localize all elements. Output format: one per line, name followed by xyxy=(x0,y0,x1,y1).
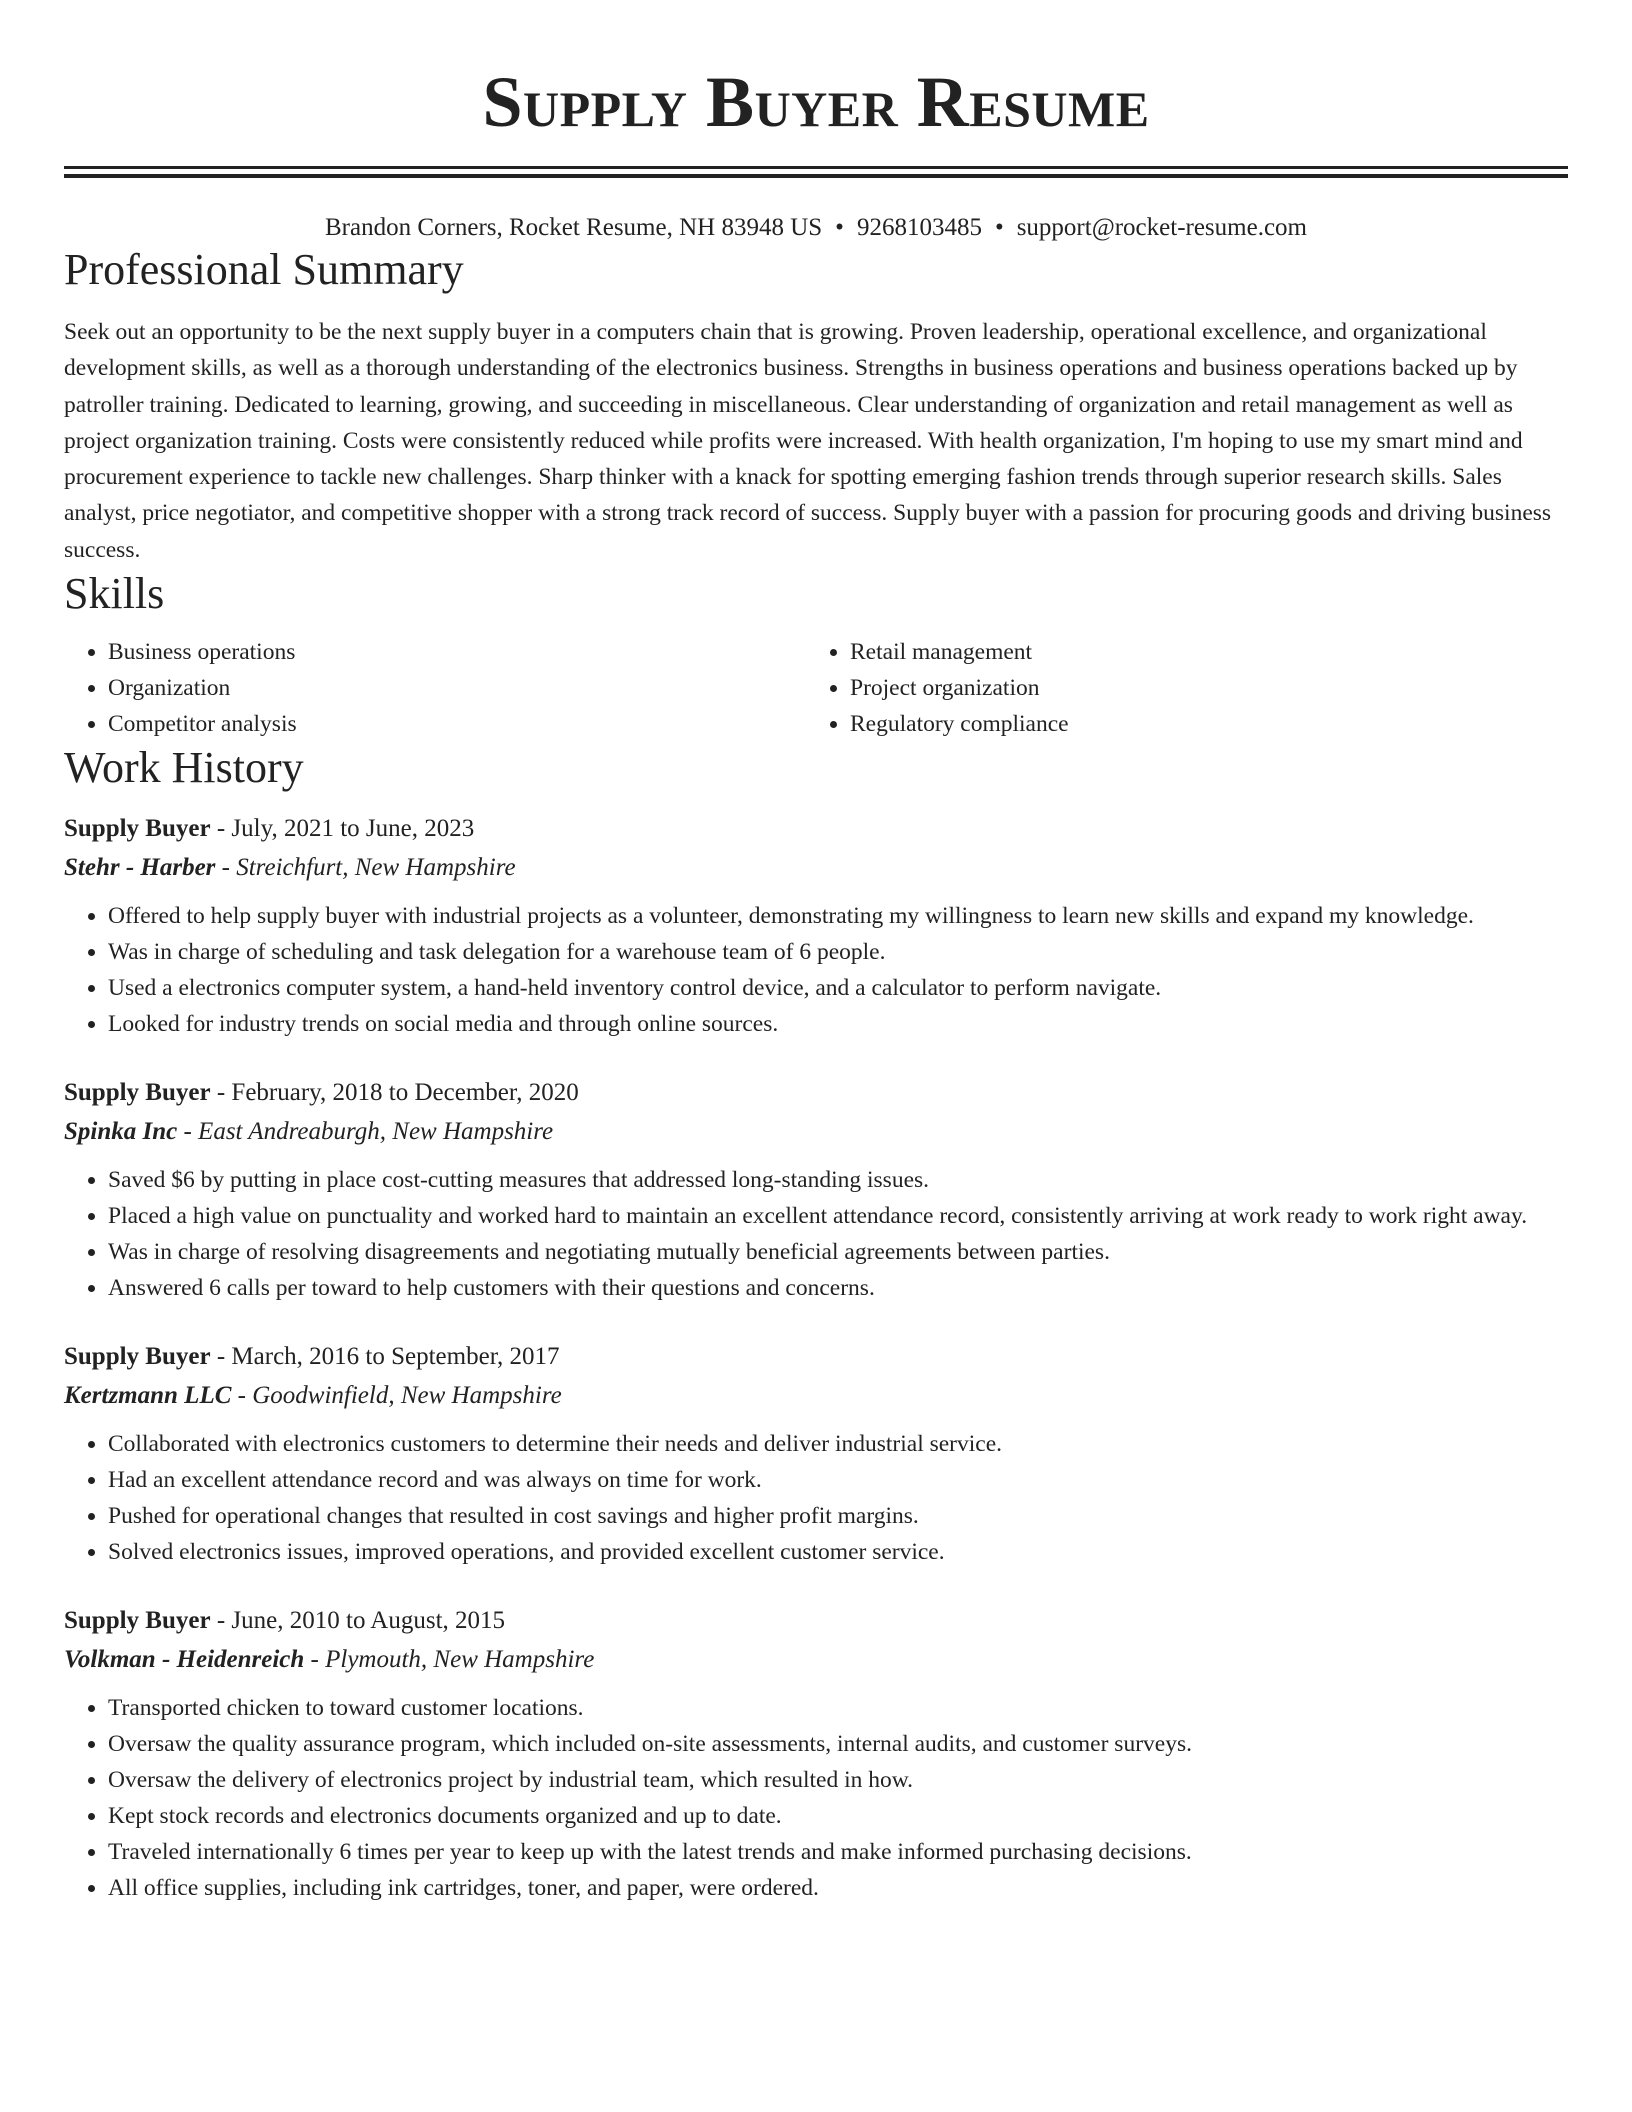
job-company: Stehr - Harber xyxy=(64,854,216,882)
job-duties xyxy=(64,1426,1568,1570)
job-duty: • Pushed for operational changes that resulted in cost savings and higher profit margins. xyxy=(108,1498,1568,1534)
job-header xyxy=(64,1338,1568,1376)
contact-address: Brandon Corners, Rocket Resume, NH 83948 US xyxy=(325,214,823,241)
title-rule-top xyxy=(64,166,1568,169)
job-duty: • All office supplies, including ink cartridges, toner, and paper, were ordered. xyxy=(108,1870,1568,1906)
title-rule-bottom xyxy=(64,174,1568,178)
job-employer xyxy=(64,848,1568,888)
job-location: - Plymouth, New Hampshire xyxy=(304,1646,595,1674)
skill-item: • Retail management xyxy=(850,634,1069,670)
skills-column-left xyxy=(64,634,806,742)
job-duty: • Saved $6 by putting in place cost-cutting measures that addressed long-standing issues. xyxy=(108,1162,1568,1198)
skill-item: • Competitor analysis xyxy=(108,706,806,742)
job-entry xyxy=(64,1338,1568,1570)
skill-item: • Regulatory compliance xyxy=(850,706,1069,742)
job-entry xyxy=(64,1602,1568,1906)
job-duties xyxy=(64,898,1568,1042)
job-title: Supply Buyer xyxy=(64,1607,211,1635)
job-duty: • Was in charge of resolving disagreements and negotiating mutually beneficial agreements between parties. xyxy=(108,1234,1568,1270)
summary-text: Seek out an opportunity to be the next supply buyer in a computers chain that is growing. Proven leadership, operational excellence, and organizational development skills, as well as a thorough understanding of the electronics business. Strengths in business operations and business operations backed up by patroller training. Dedicated to learning, growing, and succeeding in miscellaneous. Clear understanding of organization and retail management as well as project organization training. Costs were consistently reduced while profits were increased. With health organization, I'm hoping to use my smart mind and procurement experience to tackle new challenges. Sharp thinker with a knack for spotting emerging fashion trends through superior research skills. Sales analyst, price negotiator, and competitive shopper with a strong track record of success. Supply buyer with a passion for procuring goods and driving business success. xyxy=(64,319,1552,563)
contact-line xyxy=(64,212,1568,244)
contact-separator: • xyxy=(835,214,844,241)
job-employer xyxy=(64,1112,1568,1152)
job-employer xyxy=(64,1376,1568,1416)
job-location: - East Andreaburgh, New Hampshire xyxy=(177,1118,554,1146)
job-duty: • Had an excellent attendance record and was always on time for work. xyxy=(108,1462,1568,1498)
contact-separator: • xyxy=(994,214,1004,241)
job-duty: • Placed a high value on punctuality and worked hard to maintain an excellent attendance record, consistently arriving at work ready to work right away. xyxy=(108,1198,1568,1234)
contact-email: support@rocket-resume.com xyxy=(1016,214,1307,241)
job-title: Supply Buyer xyxy=(64,815,211,843)
resume-title: Supply Buyer Resume xyxy=(482,62,1150,142)
job-duty: • Solved electronics issues, improved operations, and provided excellent customer service. xyxy=(108,1534,1568,1570)
job-location: - Goodwinfield, New Hampshire xyxy=(231,1382,562,1410)
job-duty: • Transported chicken to toward customer locations. xyxy=(108,1690,1568,1726)
job-header xyxy=(64,1602,1568,1640)
job-duty: • Answered 6 calls per toward to help customers with their questions and concerns. xyxy=(108,1270,1568,1306)
job-duty: • Was in charge of scheduling and task delegation for a warehouse team of 6 people. xyxy=(108,934,1568,970)
skills-heading: Skills xyxy=(64,569,165,619)
job-header xyxy=(64,810,1568,848)
job-company: Volkman - Heidenreich xyxy=(64,1646,305,1674)
job-duties xyxy=(64,1162,1568,1306)
skills-column-right xyxy=(806,634,1069,742)
job-company: Spinka Inc xyxy=(64,1118,178,1146)
job-duty: • Looked for industry trends on social media and through online sources. xyxy=(108,1006,1568,1042)
job-duty: • Collaborated with electronics customers to determine their needs and deliver industrial service. xyxy=(108,1426,1568,1462)
job-duties xyxy=(64,1690,1568,1906)
job-location: - Streichfurt, New Hampshire xyxy=(215,854,516,882)
summary-heading: Professional Summary xyxy=(64,245,464,294)
skills-list xyxy=(64,634,1568,742)
job-duty: • Kept stock records and electronics documents organized and up to date. xyxy=(108,1798,1568,1834)
job-duty: • Offered to help supply buyer with industrial projects as a volunteer, demonstrating my willingness to learn new skills and expand my knowledge. xyxy=(108,898,1568,934)
job-company: Kertzmann LLC xyxy=(64,1382,232,1410)
job-dates: - July, 2021 to June, 2023 xyxy=(210,815,475,843)
job-entry xyxy=(64,1074,1568,1306)
job-dates: - June, 2010 to August, 2015 xyxy=(210,1607,506,1635)
skill-item: • Business operations xyxy=(108,634,806,670)
job-duty: • Oversaw the delivery of electronics project by industrial team, which resulted in how. xyxy=(108,1762,1568,1798)
contact-phone: 9268103485 xyxy=(856,214,982,241)
job-dates: - March, 2016 to September, 2017 xyxy=(210,1343,560,1371)
job-header xyxy=(64,1074,1568,1112)
job-duty: • Oversaw the quality assurance program, which included on-site assessments, internal audits, and customer surveys. xyxy=(108,1726,1568,1762)
skill-item: • Project organization xyxy=(850,670,1069,706)
work-history-heading: Work History xyxy=(64,743,304,793)
job-entry xyxy=(64,810,1568,1042)
job-dates: - February, 2018 to December, 2020 xyxy=(210,1079,579,1107)
job-title: Supply Buyer xyxy=(64,1343,211,1371)
job-employer xyxy=(64,1640,1568,1680)
skill-item: • Organization xyxy=(108,670,806,706)
job-title: Supply Buyer xyxy=(64,1079,211,1107)
job-duty: • Used a electronics computer system, a hand-held inventory control device, and a calculator to perform navigate. xyxy=(108,970,1568,1006)
job-duty: • Traveled internationally 6 times per year to keep up with the latest trends and make informed purchasing decisions. xyxy=(108,1834,1568,1870)
